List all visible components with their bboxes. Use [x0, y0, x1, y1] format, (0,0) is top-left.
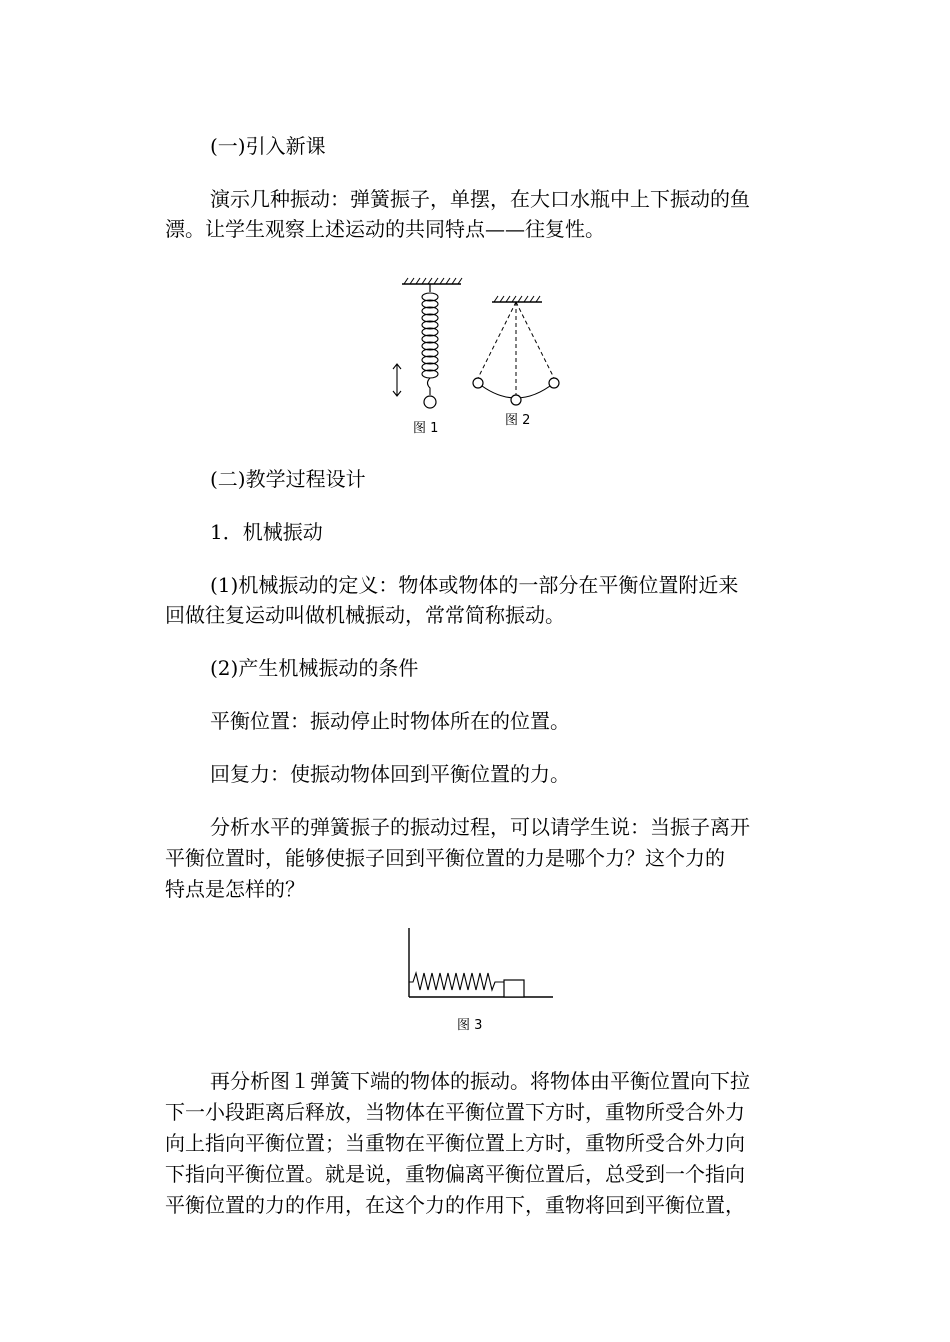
paragraph-line: 平衡位置时，能够使振子回到平衡位置的力是哪个力？这个力的	[165, 846, 725, 870]
paragraph-line: (1)机械振动的定义：物体或物体的一部分在平衡位置附近来	[210, 573, 739, 597]
figure-3-caption: 图 3	[457, 1018, 483, 1033]
section-heading-intro: (一)引入新课	[210, 134, 326, 158]
paragraph-line: 回做往复运动叫做机械振动，常常简称振动。	[165, 603, 565, 627]
paragraph-line: 下一小段距离后释放，当物体在平衡位置下方时，重物所受合外力	[165, 1100, 745, 1124]
paragraph-line: 漂。让学生观察上述运动的共同特点——往复性。	[165, 217, 605, 241]
paragraph-line: 下指向平衡位置。就是说，重物偏离平衡位置后，总受到一个指向	[165, 1162, 745, 1186]
figure-1-spring-diagram	[385, 278, 465, 418]
figure-1-caption: 图 1	[413, 421, 439, 436]
paragraph-line: 向上指向平衡位置；当重物在平衡位置上方时，重物所受合外力向	[165, 1131, 745, 1155]
figure-2-caption: 图 2	[505, 413, 531, 428]
paragraph-line: 特点是怎样的？	[165, 877, 305, 901]
section-heading-design: (二)教学过程设计	[210, 467, 366, 491]
paragraph-line: 再分析图１弹簧下端的物体的振动。将物体由平衡位置向下拉	[210, 1069, 750, 1093]
definition-balance-position: 平衡位置：振动停止时物体所在的位置。	[210, 709, 570, 733]
paragraph-line: 平衡位置的力的作用，在这个力的作用下，重物将回到平衡位置，	[165, 1193, 745, 1217]
paragraph-line: 演示几种振动：弹簧振子，单摆，在大口水瓶中上下振动的鱼	[210, 187, 750, 211]
figure-2-pendulum-diagram	[466, 296, 566, 406]
subsection-heading: 1．机械振动	[210, 520, 323, 544]
paragraph-line: 分析水平的弹簧振子的振动过程，可以请学生说：当振子离开	[210, 815, 750, 839]
definition-restoring-force: 回复力：使振动物体回到平衡位置的力。	[210, 762, 570, 786]
figure-3-horizontal-spring-diagram	[405, 928, 555, 1002]
subsection-heading-conditions: (2)产生机械振动的条件	[210, 656, 419, 680]
